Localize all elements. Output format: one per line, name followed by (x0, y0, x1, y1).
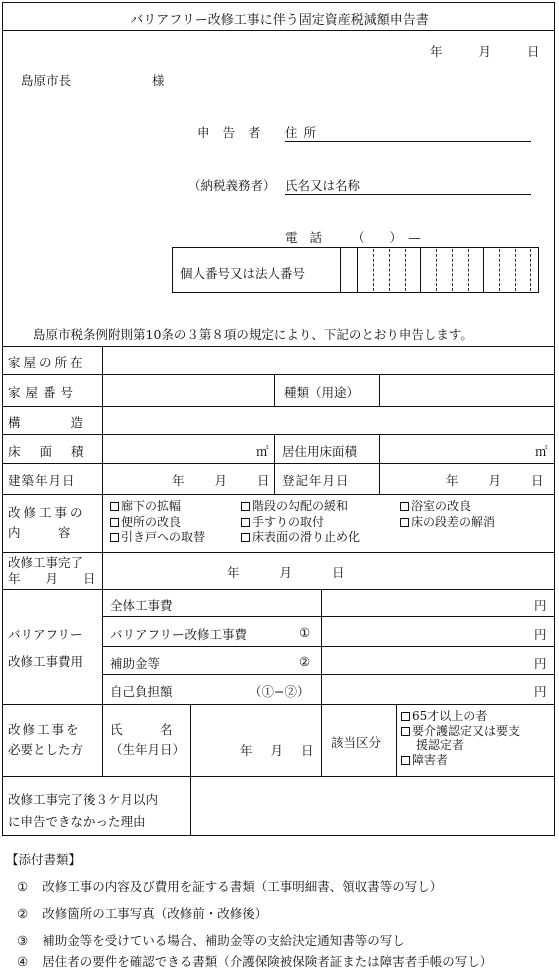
checkbox-icon (110, 518, 119, 527)
category-care-cont: 援認定者 (416, 738, 465, 752)
phone-label: 電話 (285, 230, 335, 245)
id-number-label: 個人番号又は法人番号 (180, 266, 306, 281)
location-input[interactable] (104, 348, 554, 373)
checkbox-icon (110, 533, 119, 542)
option-sliding-door[interactable]: 引き戸への取替 (110, 530, 205, 546)
residential-area-input[interactable] (381, 436, 533, 462)
addressee-honorific: 様 (152, 73, 165, 88)
cost-section-label: バリアフリー 改修工事費用 (8, 627, 84, 669)
floor-area-input[interactable] (104, 436, 254, 462)
floor-area-label: 床面積 (8, 444, 103, 459)
title-divider (2, 30, 555, 31)
cost-row-total-label: 全体工事費 (110, 598, 173, 613)
completion-date-field[interactable]: 年 月 日 (227, 565, 345, 580)
cost-row-self-mark: （①−②） (249, 684, 310, 699)
name-field[interactable] (285, 176, 531, 195)
house-number-label: 家屋番号 (8, 385, 79, 400)
checkbox-icon (110, 502, 119, 511)
option-non-slip[interactable]: 床表面の滑り止め化 (241, 530, 360, 546)
attachment-item-1: ① 改修工事の内容及び費用を証する書類（工事明細書、領収書等の写し） (17, 879, 443, 894)
checkbox-icon (401, 727, 410, 736)
cost-input-total[interactable] (323, 591, 531, 615)
residential-area-unit: ㎡ (535, 444, 548, 459)
checkbox-icon (401, 756, 410, 765)
registration-date-label: 登記年月日 (282, 473, 350, 488)
category-elderly[interactable]: 65才以上の者 (401, 709, 520, 724)
attachments-header: 【添付書類】 (6, 852, 82, 867)
cost-row-barrierfree-mark: ① (299, 625, 311, 640)
category-disabled[interactable]: 障害者 (401, 753, 520, 768)
residential-area-label: 居住用床面積 (282, 444, 358, 459)
late-reason-input[interactable] (192, 778, 554, 835)
location-label: 家屋の所在 (8, 355, 86, 370)
house-number-input[interactable] (104, 376, 272, 405)
date-day: 日 (526, 44, 540, 59)
declaration-text: 島原市税条例附則第10条の３第８項の規定により、下記のとおり申告します。 (33, 327, 473, 342)
name-label: 氏名又は名称 (285, 178, 361, 193)
id-number-input[interactable] (358, 248, 538, 292)
checkbox-icon (400, 518, 409, 527)
option-corridor[interactable]: 廊下の拡幅 (110, 499, 181, 515)
category-options (401, 709, 520, 767)
option-floor-step[interactable]: 床の段差の解消 (400, 515, 495, 531)
resident-name-input[interactable] (192, 706, 320, 738)
cost-input-subsidy[interactable] (323, 648, 531, 673)
cost-row-subsidy-label: 補助金等 (110, 656, 161, 671)
option-toilet[interactable]: 便所の改良 (110, 515, 181, 531)
structure-label: 構造 (8, 415, 134, 430)
attachment-item-2: ② 改修箇所の工事写真（改修前・改修後） (17, 906, 268, 921)
checkbox-icon (400, 502, 409, 511)
cost-row-barrierfree-unit: 円 (534, 627, 547, 642)
date-month: 月 (478, 44, 491, 59)
checkbox-icon (401, 712, 410, 721)
date-year: 年 (430, 44, 443, 59)
taxpayer-label: （納税義務者） (188, 178, 276, 193)
form-title: バリアフリー改修工事に伴う固定資産税減額申告書 (130, 13, 429, 28)
option-stairs[interactable]: 階段の勾配の緩和 (241, 499, 348, 515)
address-field[interactable] (285, 123, 531, 142)
type-label: 種類（用途） (284, 385, 360, 400)
renovation-content-label: 改修工事の 内 容 (8, 505, 86, 540)
cost-row-total-unit: 円 (534, 598, 547, 613)
option-handrail[interactable]: 手すりの取付 (241, 515, 324, 531)
structure-input[interactable] (104, 408, 554, 433)
cost-input-barrierfree[interactable] (323, 618, 531, 645)
built-date-label: 建築年月日 (8, 473, 76, 488)
attachment-item-3: ③ 補助金等を受けている場合、補助金等の支給決定通知書等の写し (17, 933, 405, 948)
cost-row-self-label: 自己負担額 (110, 684, 173, 699)
cost-row-barrierfree-label: バリアフリー改修工事費 (110, 627, 248, 642)
category-care[interactable]: 要介護認定又は要支 (401, 724, 520, 739)
type-input[interactable] (381, 376, 553, 405)
category-label: 該当区分 (331, 735, 382, 750)
cost-row-self-unit: 円 (534, 684, 547, 699)
resident-birth-date[interactable]: 年 月 日 (240, 743, 314, 758)
cost-row-subsidy-mark: ② (299, 654, 311, 669)
late-reason-label: 改修工事完了後３ケ月以内 に申告できなかった理由 (8, 792, 159, 829)
applicant-label: 申告者 (197, 125, 274, 140)
resident-name-label: 氏 名 （生年月日） (110, 722, 186, 757)
phone-field[interactable]: （ ） — (352, 230, 421, 245)
cost-input-self[interactable] (323, 676, 531, 703)
option-bathroom[interactable]: 浴室の改良 (400, 499, 471, 515)
checkbox-icon (241, 502, 250, 511)
addressee-name: 島原市長 (21, 73, 72, 88)
checkbox-icon (241, 518, 250, 527)
registration-date-field[interactable]: 年 月 日 (446, 473, 544, 488)
built-date-field[interactable]: 年 月 日 (172, 473, 270, 488)
cost-row-subsidy-unit: 円 (534, 656, 547, 671)
completion-label: 改修工事完了 年 月 日 (8, 555, 96, 586)
header-date (430, 42, 539, 60)
renovation-options (110, 499, 555, 549)
checkbox-icon (241, 533, 250, 542)
address-label: 住所 (285, 125, 323, 140)
resident-label: 改修工事を 必要とした方 (8, 722, 84, 757)
floor-area-unit: ㎡ (256, 444, 269, 459)
attachment-item-4: ④ 居住者の要件を確認できる書類（介護保険被保険者証または障害者手帳の写し） (17, 954, 493, 969)
